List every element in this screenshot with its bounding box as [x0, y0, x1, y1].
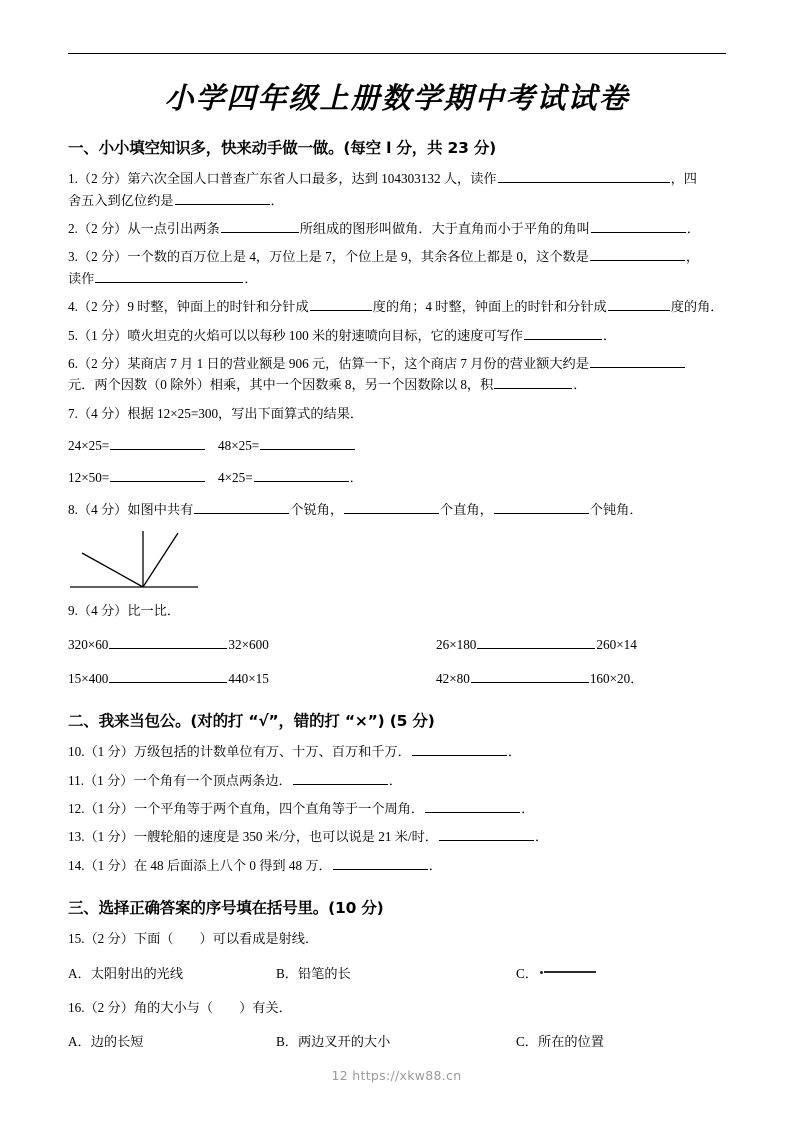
question-15-points: （2 分）	[84, 931, 134, 947]
question-4-text-c: 度的角．	[670, 299, 724, 315]
question-3-text-b: ，	[685, 249, 700, 265]
cmp-320x60-left: 320×60	[68, 637, 109, 652]
question-10-period: ．	[507, 744, 522, 760]
question-6-points: （2 分）	[77, 355, 128, 371]
question-2-text-b: 所组成的图形叫做角．大于直角而小于平角的角叫	[299, 221, 590, 236]
question-11	[68, 770, 726, 791]
expr-24x25	[68, 435, 218, 456]
question-4-text-b: 度的角；4 时整，钟面上的时针和分针成	[372, 299, 607, 315]
question-2-text-c: ．	[686, 221, 700, 236]
question-16-text-b: ）有关．	[239, 999, 292, 1015]
question-4-blank-2[interactable]	[608, 298, 670, 311]
question-16-option-a[interactable]: A．边的长短	[68, 1034, 144, 1049]
question-4-blank-1[interactable]	[310, 298, 372, 311]
question-13	[68, 826, 726, 847]
question-1-text-d: ．	[270, 192, 284, 208]
question-4-number: 4.	[68, 299, 78, 315]
question-8-blank-1[interactable]	[194, 501, 289, 514]
question-7-row-2	[68, 467, 726, 488]
question-3-blank-1[interactable]	[590, 248, 685, 261]
question-3-text-d: ．	[244, 270, 258, 286]
question-5-number: 5.	[68, 327, 78, 343]
question-3	[68, 246, 726, 289]
question-3-text-a: 一个数的百万位上是 4，万位上是 7，个位上是 9，其余各位上都是 0，这个数是	[127, 249, 589, 265]
page-title: 小学四年级上册数学期中考试试卷	[164, 81, 630, 115]
question-2	[68, 218, 726, 239]
question-3-number: 3.	[68, 249, 78, 265]
question-1-text-a: 第六次全国人口普查广东省人口最多，达到 104303132 人，读作	[127, 171, 497, 187]
cmp-26x180	[436, 634, 637, 655]
ray-upper-left	[82, 553, 143, 587]
cmp-42x80-left: 42×80	[436, 671, 470, 687]
section-heading-3: 三、选择正确答案的序号填在括号里。(10 分)	[68, 899, 384, 918]
question-16-option-b[interactable]: B．两边叉开的大小	[276, 1034, 391, 1049]
expr-12x50	[68, 467, 218, 488]
expr-4x25-label: 4×25=	[218, 470, 253, 486]
cmp-15x400-right: 440×15	[228, 671, 269, 687]
question-11-number: 11.	[68, 772, 84, 788]
question-11-period: ．	[388, 772, 402, 788]
question-7-row-1	[68, 435, 726, 456]
question-16-points: （2 分）	[84, 999, 134, 1015]
question-1-blank-2[interactable]	[175, 191, 270, 204]
question-15-text-b: ）可以看成是射线．	[199, 931, 319, 947]
question-13-points: （1 分）	[84, 829, 134, 845]
expr-48x25-label: 48×25=	[218, 438, 260, 453]
cmp-15x400-blank[interactable]	[109, 670, 227, 683]
question-11-text: 一个角有一个顶点两条边．	[133, 772, 292, 788]
question-12-text: 一个平角等于两个直角，四个直角等于一个周角．	[133, 801, 425, 816]
question-14-points: （1 分）	[84, 857, 134, 873]
question-15-number: 15.	[68, 931, 85, 947]
question-12	[68, 798, 726, 819]
question-10-number: 10.	[68, 744, 85, 760]
question-2-blank-1[interactable]	[221, 220, 299, 233]
line-segment-icon	[544, 971, 596, 973]
expr-4x25-blank[interactable]	[254, 469, 349, 482]
cmp-15x400	[68, 668, 436, 689]
question-15-option-c[interactable]	[516, 963, 596, 984]
question-12-blank[interactable]	[425, 800, 520, 813]
question-15-option-c-label: C．	[516, 965, 538, 981]
question-8-points: （4 分）	[77, 502, 128, 518]
question-7-text-a: 根据 12×25=300，写出下面算式的结果．	[127, 405, 364, 421]
question-9-row-1	[68, 634, 726, 655]
question-16-number: 16.	[68, 999, 85, 1015]
question-8-text-b: 个锐角，	[290, 502, 344, 518]
question-3-points: （2 分）	[77, 249, 128, 265]
angle-diagram	[68, 527, 726, 595]
question-9-text-a: 比一比．	[127, 602, 181, 618]
question-16-option-c[interactable]: C．所在的位置	[516, 1034, 604, 1049]
question-5-text-b: ．	[602, 327, 617, 343]
question-1-number: 1.	[68, 171, 78, 187]
question-11-blank[interactable]	[293, 771, 388, 784]
cmp-26x180-left: 26×180	[436, 637, 477, 652]
section-heading-1: 一、小小填空知识多，快来动手做一做。(每空 l 分，共 23 分)	[68, 139, 497, 158]
question-8-blank-2[interactable]	[344, 501, 439, 514]
expr-48x25-blank[interactable]	[260, 437, 355, 450]
question-1-blank-1[interactable]	[498, 170, 670, 183]
page-content	[68, 72, 726, 1065]
question-1-text-c: 舍五入到亿位约是	[68, 192, 174, 208]
question-1-text-b: ，四	[670, 171, 697, 187]
question-8-text-a: 如图中共有	[127, 502, 194, 518]
question-3-text-c: 读作	[68, 270, 95, 286]
question-8-text-c: 个直角，	[440, 502, 493, 518]
question-15-options	[68, 963, 726, 984]
expr-24x25-label: 24×25=	[68, 438, 110, 453]
question-13-number: 13.	[68, 829, 85, 845]
angle-diagram-svg	[68, 527, 268, 595]
question-9-number: 9.	[68, 602, 78, 618]
question-8-text-d: 个钝角．	[589, 502, 643, 518]
question-13-period: ．	[534, 829, 549, 845]
question-8-number: 8.	[68, 502, 78, 518]
question-4-text-a: 9 时整，钟面上的时针和分针成	[127, 299, 309, 315]
question-8	[68, 499, 726, 520]
question-14-text: 在 48 后面添上八个 0 得到 48 万．	[133, 857, 332, 873]
question-10	[68, 741, 726, 762]
question-8-blank-3[interactable]	[494, 501, 589, 514]
question-10-points: （1 分）	[84, 744, 134, 760]
question-1-points: （2 分）	[77, 171, 128, 187]
question-9	[68, 600, 726, 621]
section-heading-2: 二、我来当包公。(对的打 “√”，错的打 “×”) (5 分)	[68, 712, 435, 731]
expr-12x50-label: 12×50=	[68, 470, 110, 486]
question-6-text-b: 元．两个因数（0 除外）相乘，其中一个因数乘 8，另一个因数除以 8，积	[68, 377, 494, 393]
question-6-text-c: ．	[573, 377, 587, 393]
question-5-blank-1[interactable]	[524, 326, 602, 339]
cmp-320x60	[68, 634, 436, 655]
question-16	[68, 997, 726, 1018]
question-15-text-a: 下面（	[133, 931, 174, 947]
question-15-option-b[interactable]: B．铅笔的长	[276, 965, 351, 981]
ray-upper-right	[143, 533, 178, 587]
question-1	[68, 168, 726, 211]
header-rule	[68, 53, 726, 54]
cmp-26x180-blank[interactable]	[477, 636, 595, 649]
expr-4x25	[218, 467, 363, 488]
question-5	[68, 325, 726, 346]
question-14-blank[interactable]	[333, 857, 428, 870]
question-16-text-a: 角的大小与（	[133, 999, 214, 1015]
cmp-320x60-blank[interactable]	[109, 636, 227, 649]
question-6-blank-2[interactable]	[494, 376, 572, 389]
question-13-text: 一艘轮船的速度是 350 米/分，也可以说是 21 米/时．	[133, 829, 438, 845]
expr-tail: ．	[349, 470, 363, 486]
question-7-points: （4 分）	[77, 405, 128, 421]
question-11-points: （1 分）	[84, 772, 134, 788]
cmp-42x80	[436, 668, 643, 689]
cmp-42x80-blank[interactable]	[471, 670, 589, 683]
question-10-blank[interactable]	[412, 743, 507, 756]
question-2-text-a: 从一点引出两条	[127, 221, 220, 236]
question-6-text-a: 某商店 7 月 1 日的营业额是 906 元，估算一下，这个商店 7 月份的营业额大约是	[127, 355, 589, 371]
expr-48x25	[218, 435, 356, 456]
question-9-points: （4 分）	[77, 602, 128, 618]
question-2-number: 2.	[68, 221, 78, 236]
question-16-options	[68, 1031, 726, 1052]
cmp-26x180-right: 260×14	[596, 637, 637, 652]
cmp-320x60-right: 32×600	[228, 637, 269, 652]
question-10-text: 万级包括的计数单位有万、十万、百万和千万．	[133, 744, 411, 760]
question-5-text-a: 喷火坦克的火焰可以以每秒 100 米的射速喷向目标，它的速度可写作	[127, 327, 523, 343]
question-6-blank-1[interactable]	[590, 355, 685, 368]
question-7	[68, 403, 726, 424]
question-4-points: （2 分）	[77, 299, 128, 315]
question-6	[68, 353, 726, 396]
cmp-42x80-right: 160×20．	[589, 671, 644, 687]
page-footer: 12 https://xkw88.cn	[331, 1068, 462, 1083]
question-2-points: （2 分）	[77, 221, 128, 236]
question-14-period: ．	[428, 857, 442, 873]
question-12-period: ．	[521, 801, 535, 816]
question-15-option-a[interactable]: A．太阳射出的光线	[68, 965, 184, 981]
question-13-blank[interactable]	[439, 828, 534, 841]
question-14	[68, 855, 726, 876]
question-5-points: （1 分）	[77, 327, 128, 343]
expr-24x25-blank[interactable]	[110, 437, 205, 450]
question-7-number: 7.	[68, 405, 78, 421]
question-2-blank-2[interactable]	[591, 220, 686, 233]
question-3-blank-2[interactable]	[95, 270, 243, 283]
question-14-number: 14.	[68, 857, 85, 873]
question-9-row-2	[68, 668, 726, 689]
question-4	[68, 296, 726, 317]
question-12-number: 12.	[68, 801, 85, 816]
cmp-15x400-left: 15×400	[68, 671, 109, 687]
question-12-points: （1 分）	[84, 801, 134, 816]
expr-12x50-blank[interactable]	[110, 469, 205, 482]
question-6-number: 6.	[68, 355, 78, 371]
question-15	[68, 928, 726, 949]
